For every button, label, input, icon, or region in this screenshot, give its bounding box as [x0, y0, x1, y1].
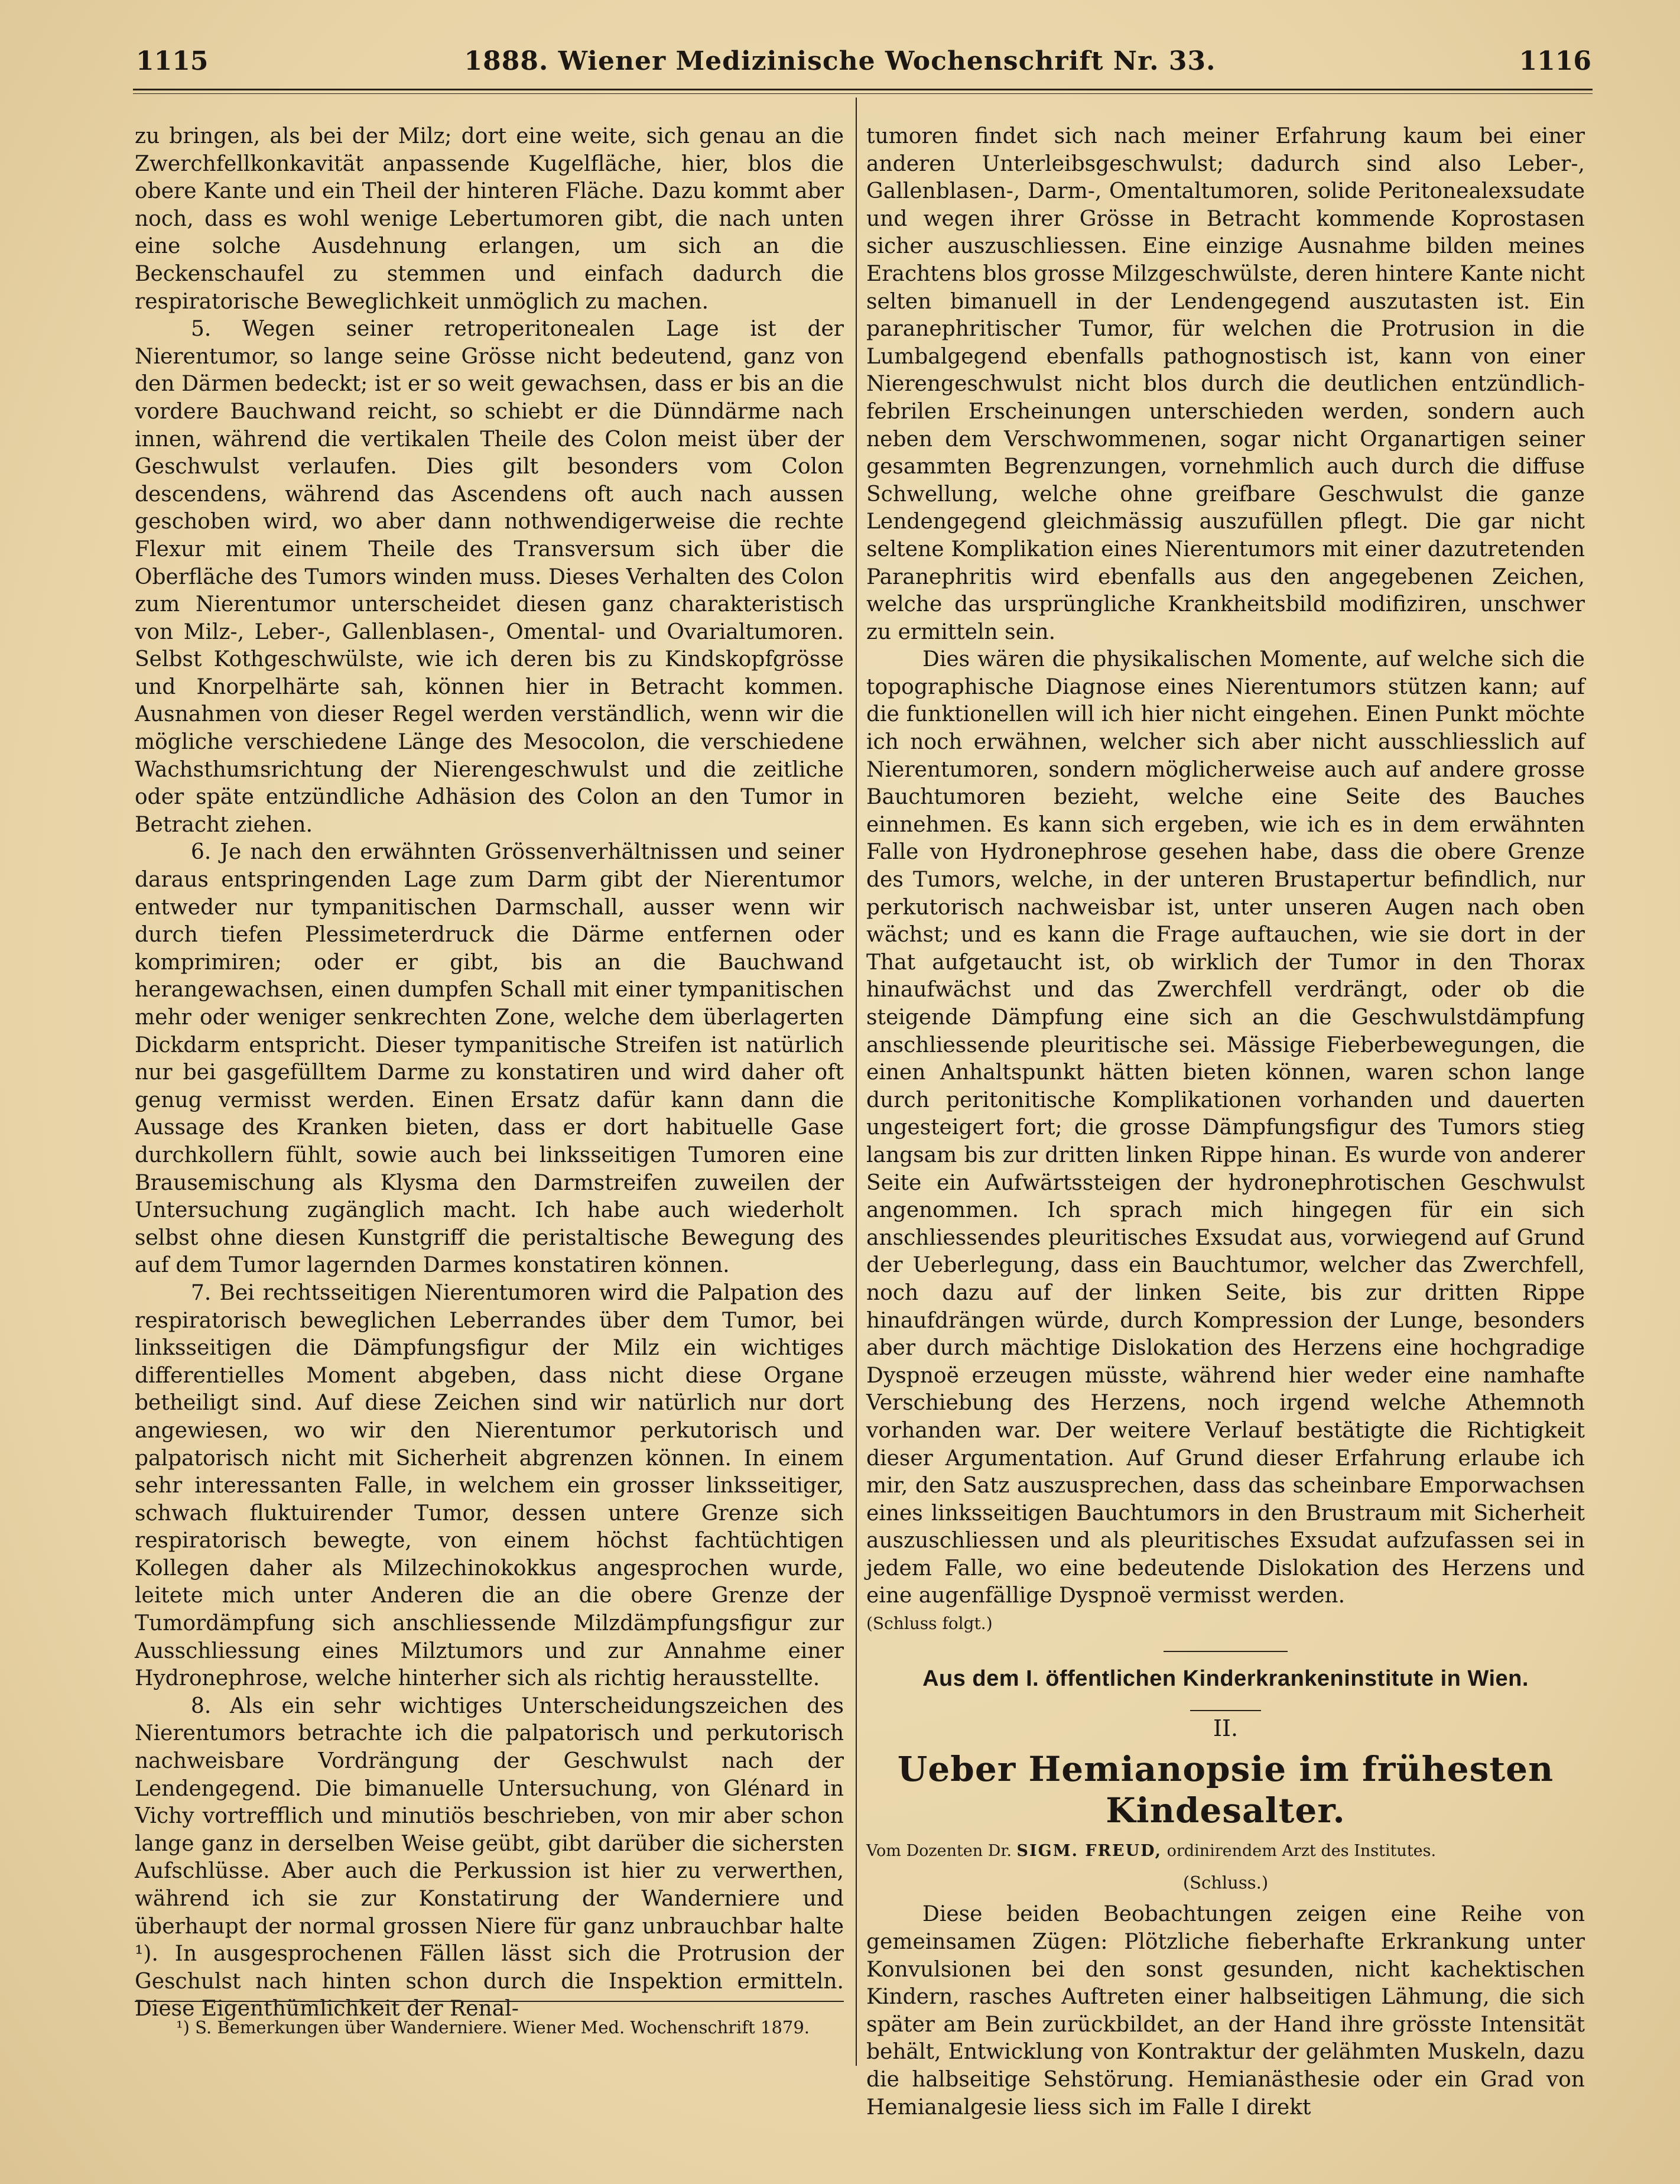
footnote: ¹) S. Bemerkungen über Wanderniere. Wiener Med. Wochenschrift 1879.	[176, 2017, 810, 2037]
right-paragraph-1: tumoren findet sich nach meiner Erfahrung kaum bei einer anderen Unterleibsgeschwulst; dadurch sind also Leber-, Gallenblasen-, Darm-, Omentaltumoren, solide Peritonealexsudate und wegen ihrer Grösse in Betracht kommende Koprostasen sicher auszuschliessen. Eine einzige Ausnahme bilden meines Erachtens blos grosse Milzgeschwülste, deren hintere Kante nicht selten bimanuell in der Lendengegend auszutasten ist. Ein paranephritischer Tumor, für welchen die Protrusion in die Lumbalgegend ebenfalls pathognostisch ist, kann von einer Nierengeschwulst nicht blos durch die deutlichen entzündlich-febrilen Erscheinungen unterschieden werden, sondern auch neben dem Verschwommenen, sogar nicht Organartigen seiner gesammten Begrenzungen, vornehmlich auch durch die diffuse Schwellung, welche ohne greifbare Geschwulst die ganze Lendengegend gleichmässig auszufüllen pflegt. Die gar nicht seltene Komplikation eines Nierentumors mit einer dazutretenden Paranephritis wird ebenfalls aus den angegebenen Zeichen, welche das ursprüngliche Krankheitsbild modifiziren, unschwer zu ermitteln sein.	[866, 124, 1585, 644]
section-separator	[1164, 1651, 1288, 1652]
left-column	[135, 123, 844, 2023]
journal-title: 1888. Wiener Medizinische Wochenschrift Nr. 33.	[464, 46, 1216, 76]
left-paragraph-8: 8. Als ein sehr wichtiges Unterscheidungszeichen des Nierentumors betrachte ich die palpatorisch und perkutorisch nachweisbare Vordrängung der Geschwulst nach der Lendengegend. Die bimanuelle Untersuchung, von Glénard in Vichy vortrefflich und minutiös beschrieben, von mir aber schon lange ganz in derselben Weise geübt, gibt darüber die sichersten Aufschlüsse. Aber auch die Perkussion ist hier zu verwerthen, während ich sie zur Konstatirung der Wanderniere und überhaupt der normal grossen Niere für ganz unbrauchbar halte ¹). In ausgesprochenen Fällen lässt sich die Protrusion der Geschulst nach hinten schon durch die Inspektion ermitteln. Diese Eigenthümlichkeit der Renal-	[135, 1693, 844, 2021]
running-header	[0, 46, 1680, 82]
right-paragraph-2: Dies wären die physikalischen Momente, auf welche sich die topographische Diagnose eines Nierentumors stützen kann; auf die funktionellen will ich hier nicht eingehen. Einen Punkt möchte ich noch erwähnen, welcher sich aber nicht ausschliesslich auf Nierentumoren, sondern möglicherweise auch auf andere grosse Bauchtumoren bezieht, welche eine Seite des Bauches einnehmen. Es kann sich ergeben, wie ich es in dem erwähnten Falle von Hydronephrose gesehen habe, dass die obere Grenze des Tumors, welche, in der unteren Brustapertur befindlich, nur perkutorisch nachweisbar ist, unter unseren Augen nach oben wächst; und es kann die Frage auftauchen, wie sie dort in der That aufgetaucht ist, ob wirklich der Tumor in den Thorax hinaufwächst und das Zwerchfell verdrängt, oder ob die steigende Dämpfung eine sich an die Geschwulstdämpfung anschliessende pleuritische sei. Mässige Fieberbewegungen, die einen Anhaltspunkt hätten bieten können, waren schon lange durch peritonitische Komplikationen vorhanden und dauerten ungesteigert fort; die grosse Dämpfungsfigur des Tumors stieg langsam bis zur dritten linken Rippe hinan. Es wurde von anderer Seite ein Aufwärtssteigen der hydronephrotischen Geschwulst angenommen. Ich sprach mich hingegen für ein sich anschliessendes pleuritisches Exsudat aus, vorwiegend auf Grund der Ueberlegung, dass ein Bauchtumor, welcher das Zwerchfell, noch dazu auf der linken Seite, bis zur dritten Rippe hinaufdrängen würde, durch Kompression der Lunge, besonders aber durch mächtige Dislokation des Herzens eine hochgradige Dyspnoë erzeugen müsste, während hier weder eine namhafte Verschiebung des Herzens, noch irgend welche Athemnoth vorhanden war. Der weitere Verlauf bestätigte die Richtigkeit dieser Argumentation. Auf Grund dieser Erfahrung erlaube ich mir, den Satz auszusprechen, dass das scheinbare Emporwachsen eines linksseitigen Bauchtumors in den Brustraum mit Sicherheit auszuschliessen und als pleuritisches Exsudat aufzufassen sei in jedem Falle, wo eine bedeutende Dislokation des Herzens und eine augenfällige Dyspnoë vermisst werden.	[866, 647, 1585, 1608]
left-paragraph-5: 5. Wegen seiner retroperitonealen Lage ist der Nierentumor, so lange seine Grösse nicht bedeutend, ganz von den Därmen bedeckt; ist er so weit gewachsen, dass er bis an die vordere Bauchwand reicht, so schiebt er die Dünndärme nach innen, während die vertikalen Theile des Colon meist über der Geschwulst verlaufen. Dies gilt besonders vom Colon descendens, während das Ascendens oft auch nach aussen geschoben wird, wo aber dann nothwendigerweise die rechte Flexur mit einem Theile des Transversum sich über die Oberfläche des Tumors winden muss. Dieses Verhalten des Colon zum Nierentumor unterscheidet diesen ganz charakteristisch von Milz-, Leber-, Gallenblasen-, Omental- und Ovarialtumoren. Selbst Kothgeschwülste, wie ich deren bis zu Kindskopfgrösse und Knorpelhärte sah, können hier in Betracht kommen. Ausnahmen von dieser Regel werden verständlich, wenn wir die mögliche verschiedene Länge des Mesocolon, die verschiedene Wachsthumsrichtung der Nierengeschwulst und die zeitliche oder späte entzündliche Adhäsion des Colon an den Tumor in Betracht ziehen.	[135, 317, 844, 837]
to-be-continued: (Schluss folgt.)	[866, 1614, 993, 1634]
article-title: Ueber Hemianopsie im frühesten Kindesalter.	[897, 1748, 1554, 1831]
left-paragraph-6: 6. Je nach den erwähnten Grössenverhältnissen und seiner daraus entspringenden Lage zum Darm gibt der Nierentumor entweder nur tympanitischen Darmschall, ausser wenn wir durch tiefen Plessimeterdruck die Därme entfernen oder komprimiren; oder er gibt, bis an die Bauchwand herangewachsen, einen dumpfen Schall mit einer tympanitischen mehr oder weniger senkrechten Zone, welche dem überlagerten Dickdarm entspricht. Dieser tympanitische Streifen ist natürlich nur bei gasgefülltem Darme zu konstatiren und wird daher oft genug vermisst werden. Einen Ersatz dafür kann dann die Aussage des Kranken bieten, dass er dort habituelle Gase durchkollern fühlt, sowie auch bei linksseitigen Tumoren eine Brausemischung als Klysma den Darmstreifen zuweilen der Untersuchung zugänglich macht. Ich habe auch wiederholt selbst ohne diesen Kunstgriff die peristaltische Bewegung des auf dem Tumor lagernden Darmes konstatiren können.	[135, 840, 844, 1278]
footnote-rule	[135, 2001, 844, 2002]
institute-heading: Aus dem I. öffentlichen Kinderkrankeninstitute in Wien.	[922, 1666, 1529, 1691]
header-rule	[133, 89, 1593, 90]
right-paragraph-3: Diese beiden Beobachtungen zeigen eine Reihe von gemeinsamen Zügen: Plötzliche fieberhafte Erkrankung unter Konvulsionen bei den sonst gesunden, nicht kachektischen Kindern, rasches Auftreten einer halbseitigen Lähmung, die sich später am Bein zurückbildet, an der Hand ihre grösste Intensität behält, Entwicklung von Kontraktur der gelähmten Muskeln, dazu die halbseitige Sehstörung. Hemianästhesie oder ein Grad von Hemianalgesie liess sich im Falle I direkt	[866, 1902, 1585, 2120]
article-number: II.	[1213, 1715, 1239, 1742]
left-paragraph-7: 7. Bei rechtsseitigen Nierentumoren wird die Palpation des respiratorisch beweglichen Leberrandes über dem Tumor, bei linksseitigen die Dämpfungsfigur der Milz ein wichtiges differentielles Moment abgeben, dass nicht diese Organe betheiligt sind. Auf diese Zeichen sind wir natürlich nur dort angewiesen, wo wir den Nierentumor perkutorisch und palpatorisch nicht mit Sicherheit abgrenzen können. In einem sehr interessanten Falle, in welchem ein grosser linksseitiger, schwach fluktuirender Tumor, dessen untere Grenze sich respiratorisch bewegte, von einem höchst fachtüchtigen Kollegen daher als Milzechinokokkus angesprochen wurde, leitete mich unter Anderen die an die obere Grenze der Tumordämpfung sich anschliessende Milzdämpfungsfigur zur Ausschliessung eines Milztumors und zur Annahme einer Hydronephrose, welche hinterher sich als richtig herausstellte.	[135, 1280, 844, 1691]
header-rule-thin	[133, 93, 1593, 94]
section-separator-short	[1190, 1710, 1261, 1711]
byline-author: SIGM. FREUD,	[1016, 1841, 1162, 1860]
byline-suffix: ordinirendem Arzt des Institutes.	[1166, 1841, 1437, 1860]
byline-prefix: Vom Dozenten Dr.	[866, 1841, 1012, 1860]
column-divider	[856, 98, 857, 2066]
right-column	[866, 123, 1585, 2121]
page-number-left: 1115	[136, 46, 209, 76]
page-number-right: 1116	[1519, 46, 1591, 76]
byline	[866, 1839, 1585, 1863]
left-paragraph-1: zu bringen, als bei der Milz; dort eine weite, sich genau an die Zwerchfellkonkavität anpassende Kugelfläche, hier, blos die obere Kante und ein Theil der hinteren Fläche. Dazu kommt aber noch, dass es wohl wenige Lebertumoren gibt, die nach unten eine solche Ausdehnung erlangen, um sich an die Beckenschaufel zu stemmen und einfach dadurch die respiratorische Beweglichkeit unmöglich zu machen.	[135, 124, 844, 314]
conclusion-label: (Schluss.)	[1182, 1872, 1269, 1893]
